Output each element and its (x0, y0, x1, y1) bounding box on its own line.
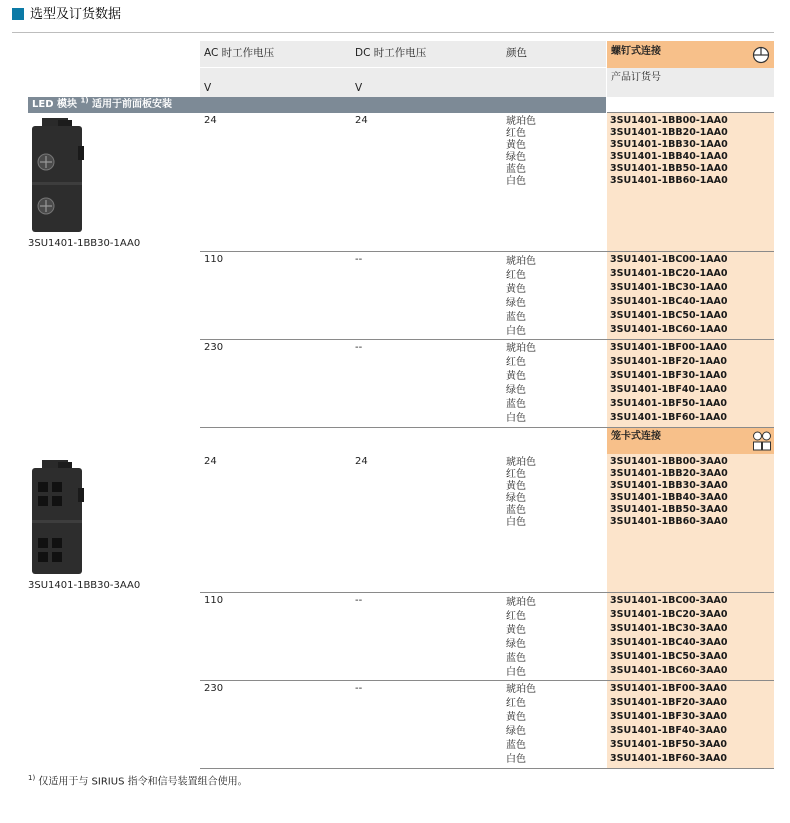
order-code: 3SU1401-1BF60-1AA0 (610, 412, 727, 423)
section-title: 选型及订货数据 (30, 7, 122, 22)
row-divider (200, 680, 774, 681)
color-label: 黄色 (506, 140, 526, 151)
order-code: 3SU1401-1BB60-1AA0 (610, 175, 728, 186)
color-label: 蓝色 (506, 505, 526, 516)
row-dc-voltage: -- (355, 595, 363, 606)
row-divider (200, 592, 774, 593)
row-order-codes (610, 683, 727, 767)
order-code: 3SU1401-1BB20-1AA0 (610, 127, 728, 138)
led-label-footnote-ref: 1) (80, 96, 89, 105)
column-top-rule (607, 112, 774, 113)
led-module-screw-caption: 3SU1401-1BB30-1AA0 (28, 238, 141, 249)
color-label: 蓝色 (506, 399, 526, 410)
order-code: 3SU1401-1BB50-1AA0 (610, 163, 728, 174)
order-code: 3SU1401-1BC30-1AA0 (610, 282, 728, 293)
header-ac-unit: V (204, 82, 212, 94)
row-dc-voltage: 24 (355, 456, 368, 467)
color-label: 琥珀色 (506, 457, 536, 468)
row-colors (506, 684, 536, 768)
color-label: 琥珀色 (506, 343, 536, 354)
row-colors (506, 597, 536, 681)
order-code: 3SU1401-1BC40-1AA0 (610, 296, 728, 307)
order-code: 3SU1401-1BC50-3AA0 (610, 651, 728, 662)
order-code: 3SU1401-1BB20-3AA0 (610, 468, 728, 479)
header-divider (200, 67, 606, 68)
led-module-screw-image (28, 116, 88, 236)
color-label: 绿色 (506, 385, 526, 396)
row-divider (200, 251, 774, 252)
cage-connection-label: 笼卡式连接 (611, 431, 661, 442)
color-label: 绿色 (506, 639, 526, 650)
order-code: 3SU1401-1BC40-3AA0 (610, 637, 728, 648)
color-label: 白色 (506, 326, 526, 337)
color-label: 黄色 (506, 371, 526, 382)
screw-connection-label: 螺钉式连接 (611, 46, 661, 57)
row-ac-voltage: 24 (204, 456, 217, 467)
color-label: 蓝色 (506, 312, 526, 323)
order-code: 3SU1401-1BC00-1AA0 (610, 254, 728, 265)
color-label: 绿色 (506, 298, 526, 309)
color-label: 红色 (506, 128, 526, 139)
order-code: 3SU1401-1BB00-3AA0 (610, 456, 728, 467)
order-code: 3SU1401-1BF50-3AA0 (610, 739, 727, 750)
order-code: 3SU1401-1BC30-3AA0 (610, 623, 728, 634)
color-label: 红色 (506, 698, 526, 709)
footnote-mark: 1) (28, 774, 36, 782)
led-module-cage-caption: 3SU1401-1BB30-3AA0 (28, 580, 141, 591)
header-color: 颜色 (506, 47, 527, 59)
color-label: 红色 (506, 469, 526, 480)
row-colors (506, 343, 536, 427)
color-label: 琥珀色 (506, 597, 536, 608)
color-label: 绿色 (506, 493, 526, 504)
footnote (28, 772, 248, 788)
led-module-label (32, 96, 173, 111)
row-order-codes (610, 456, 728, 528)
color-label: 琥珀色 (506, 116, 536, 127)
order-code: 3SU1401-1BB50-3AA0 (610, 504, 728, 515)
header-dc-voltage: DC 时工作电压 (355, 47, 427, 59)
row-dc-voltage: -- (355, 254, 363, 265)
color-label: 黄色 (506, 481, 526, 492)
color-label: 绿色 (506, 726, 526, 737)
order-code: 3SU1401-1BF50-1AA0 (610, 398, 727, 409)
led-label-suffix: 适用于前面板安装 (88, 99, 173, 110)
section-marker (12, 8, 24, 20)
order-code: 3SU1401-1BF40-3AA0 (610, 725, 727, 736)
row-colors (506, 457, 536, 529)
order-code: 3SU1401-1BC00-3AA0 (610, 595, 728, 606)
color-label: 白色 (506, 754, 526, 765)
order-code: 3SU1401-1BF00-1AA0 (610, 342, 727, 353)
color-label: 白色 (506, 517, 526, 528)
row-dc-voltage: 24 (355, 115, 368, 126)
header-dc-unit: V (355, 82, 363, 94)
order-code: 3SU1401-1BF20-3AA0 (610, 697, 727, 708)
color-label: 白色 (506, 176, 526, 187)
color-label: 红色 (506, 611, 526, 622)
row-order-codes (610, 342, 727, 426)
color-label: 红色 (506, 270, 526, 281)
screw-terminal-icon (752, 46, 770, 64)
order-code: 3SU1401-1BF20-1AA0 (610, 356, 727, 367)
order-number-label: 产品订货号 (611, 72, 661, 83)
order-code: 3SU1401-1BB30-3AA0 (610, 480, 728, 491)
order-code: 3SU1401-1BC60-3AA0 (610, 665, 728, 676)
color-label: 蓝色 (506, 164, 526, 175)
color-label: 琥珀色 (506, 256, 536, 267)
row-divider (200, 768, 774, 769)
order-code: 3SU1401-1BB00-1AA0 (610, 115, 728, 126)
row-order-codes (610, 254, 727, 338)
order-code: 3SU1401-1BF60-3AA0 (610, 753, 727, 764)
order-code: 3SU1401-1BB30-1AA0 (610, 139, 728, 150)
footnote-text: 仅适用于与 SIRIUS 指令和信号装置组合使用。 (38, 776, 248, 788)
color-label: 蓝色 (506, 653, 526, 664)
order-code: 3SU1401-1BC50-1AA0 (610, 310, 728, 321)
cage-clamp-icon (752, 431, 772, 451)
header-ac-voltage: AC 时工作电压 (204, 47, 275, 59)
color-label: 黄色 (506, 284, 526, 295)
order-code: 3SU1401-1BF30-1AA0 (610, 370, 727, 381)
title-rule (12, 32, 774, 33)
order-code: 3SU1401-1BC20-3AA0 (610, 609, 728, 620)
order-code: 3SU1401-1BB40-3AA0 (610, 492, 728, 503)
row-colors (506, 256, 536, 340)
order-code: 3SU1401-1BB60-3AA0 (610, 516, 728, 527)
color-label: 黄色 (506, 625, 526, 636)
led-label-text: LED 模块 (32, 99, 77, 110)
led-module-cage-image (28, 458, 88, 578)
color-label: 红色 (506, 357, 526, 368)
row-ac-voltage: 110 (204, 254, 224, 265)
row-ac-voltage: 110 (204, 595, 224, 606)
row-ac-voltage: 230 (204, 342, 224, 353)
row-dc-voltage: -- (355, 683, 363, 694)
order-code: 3SU1401-1BC60-1AA0 (610, 324, 728, 335)
order-code: 3SU1401-1BF40-1AA0 (610, 384, 727, 395)
row-colors (506, 116, 536, 188)
order-code: 3SU1401-1BF00-3AA0 (610, 683, 727, 694)
color-label: 黄色 (506, 712, 526, 723)
color-label: 白色 (506, 667, 526, 678)
row-divider (200, 339, 774, 340)
row-order-codes (610, 115, 728, 187)
row-ac-voltage: 230 (204, 683, 224, 694)
order-code: 3SU1401-1BB40-1AA0 (610, 151, 728, 162)
order-code: 3SU1401-1BF30-3AA0 (610, 711, 727, 722)
color-label: 绿色 (506, 152, 526, 163)
order-code: 3SU1401-1BC20-1AA0 (610, 268, 728, 279)
row-order-codes (610, 595, 727, 679)
color-label: 琥珀色 (506, 684, 536, 695)
color-label: 蓝色 (506, 740, 526, 751)
row-ac-voltage: 24 (204, 115, 217, 126)
color-label: 白色 (506, 413, 526, 424)
row-dc-voltage: -- (355, 342, 363, 353)
